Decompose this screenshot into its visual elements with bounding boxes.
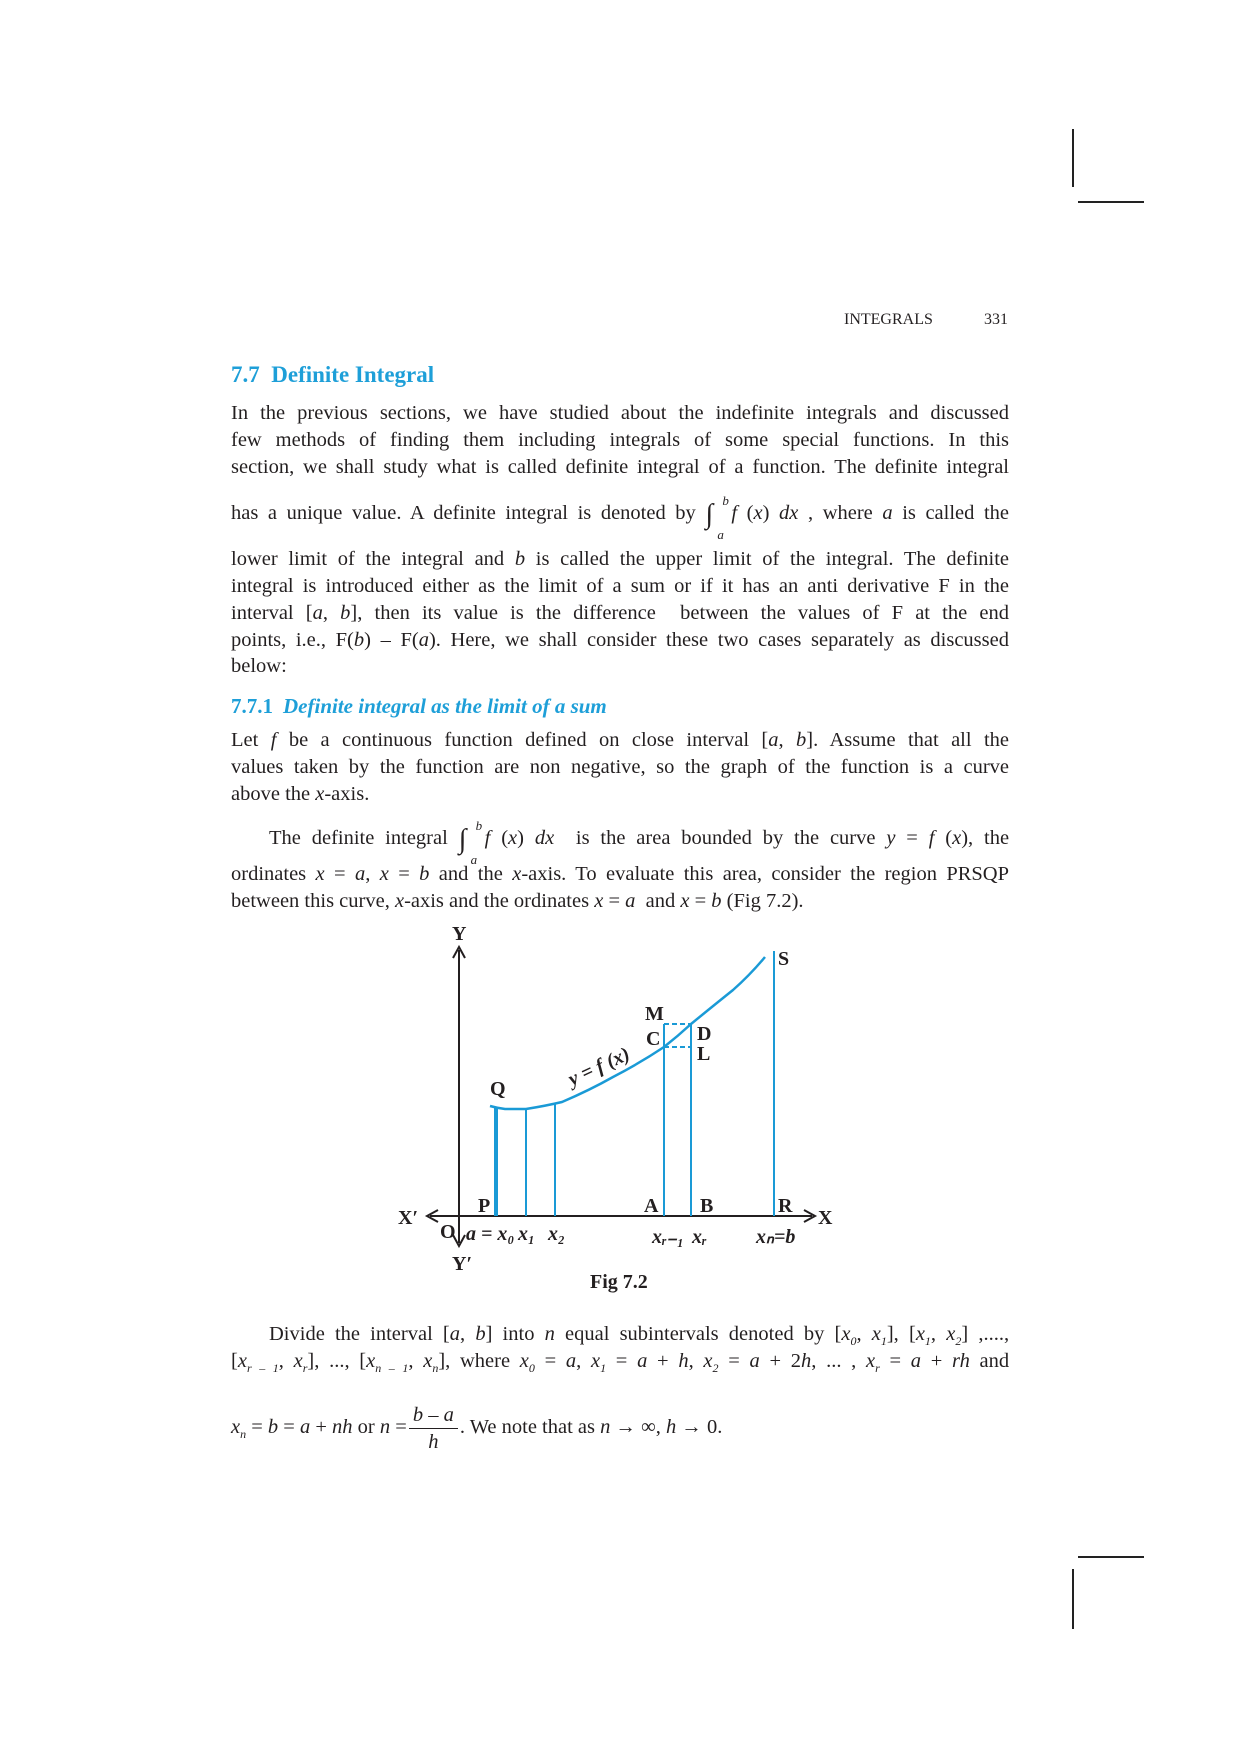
math-var: a bbox=[418, 629, 429, 651]
figure-label-Y: Y bbox=[452, 923, 467, 945]
integral-symbol: ∫ bbox=[705, 499, 714, 530]
text-run: ], ..., [ bbox=[307, 1350, 367, 1372]
running-title: INTEGRALS bbox=[844, 311, 933, 328]
math-var: f bbox=[928, 827, 935, 849]
math-var: a bbox=[449, 1323, 461, 1345]
math-var: b bbox=[514, 548, 526, 570]
text-run: → ∞, bbox=[610, 1416, 666, 1439]
integral-symbol: ∫ bbox=[458, 824, 467, 855]
text-run: + bbox=[921, 1350, 952, 1372]
figure-label-R: R bbox=[778, 1195, 793, 1217]
figure-label-S: S bbox=[778, 948, 790, 970]
math-var: h bbox=[800, 1350, 812, 1372]
text-run: = bbox=[895, 827, 929, 849]
text-run: -axis and the ordinates bbox=[404, 890, 595, 912]
math-var: x bbox=[508, 827, 518, 849]
figure-label-O: O bbox=[440, 1221, 456, 1243]
figure-label-L: L bbox=[697, 1043, 711, 1065]
math-var: h bbox=[678, 1350, 689, 1372]
text-run: ]. Assume that all the bbox=[806, 729, 1010, 751]
math-var: x bbox=[423, 1350, 433, 1372]
text-run: integral is introduced either as the limit of a sum or if it has an anti derivative F in the bbox=[231, 575, 1009, 597]
upper-limit: b bbox=[722, 493, 729, 508]
math-var: a bbox=[882, 502, 893, 524]
text-run: ], [ bbox=[886, 1323, 916, 1345]
page-number: 331 bbox=[984, 311, 1008, 328]
math-var: x bbox=[590, 1350, 601, 1372]
text-run: or bbox=[352, 1416, 380, 1439]
figure-label-D: D bbox=[697, 1023, 712, 1045]
upper-limit: b bbox=[475, 818, 483, 833]
math-var: x bbox=[293, 1350, 303, 1372]
subscript: 1 bbox=[880, 1334, 887, 1348]
text-run: = bbox=[278, 1416, 300, 1439]
figure-label-x0: a = x₀ bbox=[466, 1223, 515, 1245]
math-var: a bbox=[354, 863, 366, 885]
math-var: a bbox=[637, 1350, 648, 1372]
text-run: ), the bbox=[961, 827, 1010, 849]
math-var: a bbox=[299, 1416, 311, 1439]
numerator: b – a bbox=[409, 1402, 458, 1429]
text-run: The definite integral bbox=[269, 827, 459, 849]
text-run: has a unique value. A definite integral is denoted by bbox=[231, 502, 706, 524]
text-run: -axis. To evaluate this area, consider the region PRSQP bbox=[521, 863, 1010, 885]
text-run: = bbox=[879, 1350, 911, 1372]
text-run: and bbox=[635, 890, 681, 912]
math-var: x bbox=[952, 827, 962, 849]
figure-label-C: C bbox=[646, 1028, 661, 1050]
text-run: , bbox=[460, 1323, 476, 1345]
text-run: → 0. bbox=[676, 1416, 723, 1439]
figure-label-xr1: xᵣ₋₁ bbox=[652, 1226, 685, 1248]
figure-label-x1: x₁ bbox=[518, 1223, 535, 1245]
text-run: + bbox=[647, 1350, 679, 1372]
text-run: -axis. bbox=[324, 783, 370, 805]
text-run: In the previous sections, we have studied about the indefinite integrals and discussed bbox=[231, 402, 1009, 424]
text-run: below: bbox=[231, 655, 287, 677]
subscript: r – 1 bbox=[246, 1361, 279, 1375]
math-var: b bbox=[419, 863, 430, 885]
math-var: x bbox=[753, 502, 763, 524]
section-title: Definite Integral bbox=[271, 362, 435, 387]
subscript: 2 bbox=[955, 1334, 962, 1348]
math-var: y bbox=[886, 827, 896, 849]
text-run: Let bbox=[231, 729, 271, 751]
math-var: b bbox=[711, 890, 722, 912]
math-var: x bbox=[315, 863, 325, 885]
text-run: is the area bounded by the curve bbox=[554, 827, 887, 849]
figure-label-xr: xᵣ bbox=[692, 1226, 707, 1248]
math-var: f bbox=[270, 729, 277, 751]
text-run: is called the bbox=[892, 502, 1010, 524]
math-var: f bbox=[484, 827, 491, 849]
text-run: , bbox=[576, 1350, 591, 1372]
math-var: b bbox=[796, 729, 807, 751]
figure-label-B: B bbox=[700, 1195, 714, 1217]
math-var: n bbox=[600, 1416, 611, 1439]
math-var: a bbox=[625, 890, 636, 912]
math-var: n bbox=[379, 1416, 391, 1439]
subscript: 1 bbox=[924, 1334, 931, 1348]
text-run: , bbox=[930, 1323, 947, 1345]
text-run: = bbox=[534, 1350, 566, 1372]
text-run: , bbox=[365, 863, 380, 885]
figure-label-X: X bbox=[818, 1207, 833, 1229]
text-run: ], then its value is the difference between the values of F at the end bbox=[350, 602, 1009, 624]
text-run: + 2 bbox=[759, 1350, 801, 1372]
text-run: lower limit of the integral and bbox=[231, 548, 515, 570]
text-run: between this curve, bbox=[231, 890, 395, 912]
math-var: rh bbox=[951, 1350, 970, 1372]
subscript: r bbox=[302, 1361, 308, 1375]
text-run: ( bbox=[490, 827, 509, 849]
text-run: , bbox=[688, 1350, 704, 1372]
math-var: x bbox=[519, 1350, 529, 1372]
text-run: ] ,...., bbox=[961, 1323, 1010, 1345]
math-var: x bbox=[237, 1350, 247, 1372]
curve-label: y = f (x) bbox=[564, 1043, 634, 1091]
text-run: (Fig 7.2). bbox=[721, 890, 804, 912]
subscript: 1 bbox=[600, 1361, 607, 1375]
section-number: 7.7 bbox=[231, 362, 260, 387]
math-var: x bbox=[315, 783, 325, 805]
text-run: ) – F( bbox=[364, 629, 419, 651]
math-var: a bbox=[312, 602, 323, 624]
text-run: above the bbox=[231, 783, 316, 805]
figure-label-M: M bbox=[645, 1003, 664, 1025]
text-run: ). Here, we shall consider these two cases separately as discussed bbox=[428, 629, 1009, 651]
math-var: x bbox=[512, 863, 522, 885]
text-run: equal subintervals denoted by [ bbox=[554, 1323, 842, 1345]
text-run: , bbox=[856, 1323, 872, 1345]
math-var: x bbox=[231, 1416, 241, 1439]
text-run: , bbox=[322, 602, 341, 624]
math-var: a bbox=[768, 729, 779, 751]
text-run: few methods of finding them including integrals of some special functions. In this bbox=[231, 429, 1009, 451]
text-run: interval [ bbox=[231, 602, 313, 624]
math-var: b bbox=[353, 629, 365, 651]
text-run: and bbox=[969, 1350, 1010, 1372]
subsection-number: 7.7.1 bbox=[231, 694, 273, 718]
math-var: dx bbox=[534, 827, 555, 849]
math-var: nh bbox=[332, 1416, 353, 1439]
text-run: = bbox=[603, 890, 626, 912]
math-var: b bbox=[340, 602, 351, 624]
text-run: , bbox=[778, 729, 797, 751]
figure-label-P: P bbox=[478, 1195, 491, 1217]
subscript: 0 bbox=[850, 1334, 857, 1348]
math-var: x bbox=[379, 863, 389, 885]
figure-label-x2: x₂ bbox=[548, 1223, 565, 1245]
math-var: a bbox=[565, 1350, 577, 1372]
figure-label-Q: Q bbox=[490, 1078, 506, 1100]
subsection-title: Definite integral as the limit of a sum bbox=[283, 694, 607, 718]
text-run: = bbox=[689, 890, 712, 912]
subscript: 0 bbox=[528, 1361, 535, 1375]
text-run: = bbox=[606, 1350, 638, 1372]
math-var: x bbox=[841, 1323, 851, 1345]
math-var: a bbox=[749, 1350, 760, 1372]
text-run: ordinates bbox=[231, 863, 316, 885]
text-run: ], where bbox=[438, 1350, 520, 1372]
text-run: is called the upper limit of the integral. The definite bbox=[525, 548, 1010, 570]
text-run: be a continuous function defined on close interval [ bbox=[276, 729, 769, 751]
math-var: x bbox=[865, 1350, 876, 1372]
math-var: x bbox=[594, 890, 604, 912]
text-run: points, i.e., F( bbox=[231, 629, 354, 651]
text-run: , bbox=[278, 1350, 294, 1372]
subscript: n bbox=[432, 1361, 439, 1375]
text-run: = bbox=[718, 1350, 750, 1372]
text-run: , bbox=[408, 1350, 424, 1372]
denominator: h bbox=[428, 1431, 439, 1453]
figure-caption: Fig 7.2 bbox=[590, 1271, 648, 1293]
figure-label-xn: xₙ=b bbox=[756, 1226, 796, 1248]
text-run: + bbox=[310, 1416, 333, 1439]
math-var: x bbox=[680, 890, 690, 912]
math-var: b bbox=[475, 1323, 486, 1345]
math-var: b bbox=[267, 1416, 279, 1439]
text-run: ) bbox=[762, 502, 780, 524]
math-var: x bbox=[915, 1323, 925, 1345]
figure-label-Yp: Y′ bbox=[452, 1253, 473, 1275]
math-var: h bbox=[665, 1416, 677, 1439]
text-run: ( bbox=[934, 827, 953, 849]
text-run: = bbox=[324, 863, 355, 885]
lower-limit: a bbox=[470, 852, 478, 867]
curve-f bbox=[490, 957, 765, 1109]
text-run: values taken by the function are non negative, so the graph of the function is a curve bbox=[231, 756, 1009, 778]
math-var: x bbox=[946, 1323, 956, 1345]
subscript: 2 bbox=[712, 1361, 719, 1375]
text-run: = bbox=[388, 863, 420, 885]
text-run: , where bbox=[798, 502, 883, 524]
text-run: . We note that as bbox=[459, 1416, 601, 1439]
math-var: x bbox=[871, 1323, 881, 1345]
text-run: = bbox=[246, 1416, 268, 1439]
math-var: x bbox=[394, 890, 405, 912]
text-run: section, we shall study what is called definite integral of a function. The definite integral bbox=[231, 456, 1009, 478]
subscript: r bbox=[875, 1361, 880, 1375]
figure-label-A: A bbox=[644, 1195, 659, 1217]
math-var: f bbox=[731, 502, 738, 524]
text-run: , ... , bbox=[811, 1350, 866, 1372]
text-run: ) bbox=[517, 827, 535, 849]
math-var: x bbox=[366, 1350, 376, 1372]
text-run: and the bbox=[429, 863, 513, 885]
math-var: n bbox=[544, 1323, 555, 1345]
math-var: x bbox=[703, 1350, 713, 1372]
text-run: ] into bbox=[485, 1323, 545, 1345]
figure-label-Xp: X′ bbox=[398, 1207, 419, 1229]
subscript: n bbox=[240, 1427, 247, 1442]
math-var: dx bbox=[779, 502, 799, 524]
math-var: a bbox=[910, 1350, 921, 1372]
text-run: [ bbox=[231, 1350, 238, 1372]
lower-limit: a bbox=[717, 527, 724, 542]
text-run: Divide the interval [ bbox=[269, 1323, 450, 1345]
text-run: ( bbox=[737, 502, 754, 524]
subscript: n – 1 bbox=[375, 1361, 409, 1375]
text-run: = bbox=[390, 1416, 407, 1439]
